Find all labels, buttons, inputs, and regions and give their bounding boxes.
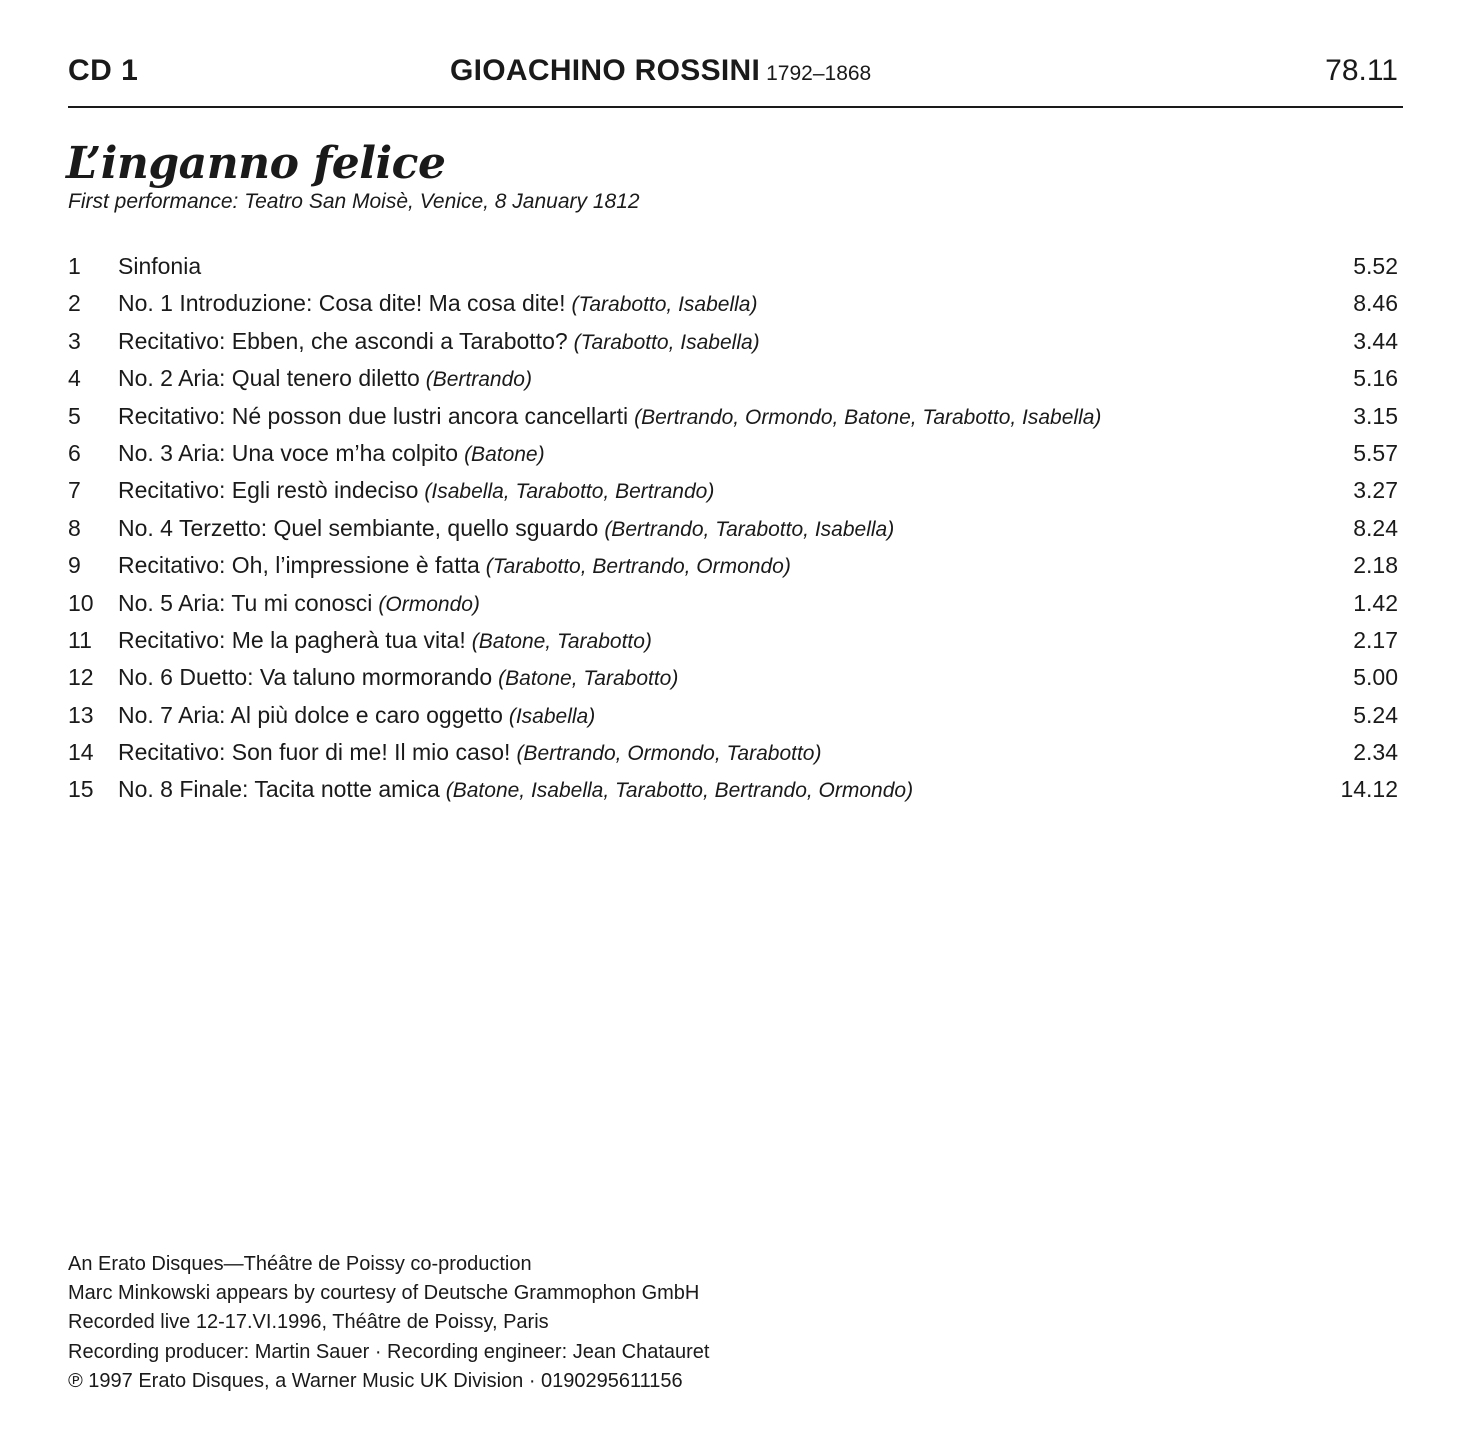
track-title-text: No. 3 Aria: Una voce m’ha colpito [118,439,459,466]
track-number: 15 [68,776,94,803]
credits-list [68,1250,709,1396]
cd-label: CD 1 [68,54,139,87]
track-title [118,398,1101,436]
track-row [68,771,1398,808]
track-title-text: No. 8 Finale: Tacita notte amica [118,776,440,803]
track-title-text: No. 5 Aria: Tu mi conosci [118,589,373,616]
track-number: 8 [68,514,81,541]
track-performers: (Isabella, Tarabotto, Bertrando) [424,480,715,504]
track-duration: 14.12 [1340,776,1398,803]
track-row [68,585,1398,622]
track-performers: (Isabella) [508,704,596,728]
track-list [68,248,1398,809]
track-duration: 1.42 [1353,589,1398,616]
track-title [118,659,678,697]
track-title-text: Recitativo: Oh, l’impressione è fatta [118,552,480,579]
track-duration: 5.57 [1353,439,1398,466]
track-row [68,547,1398,584]
track-performers: (Tarabotto, Bertrando, Ormondo) [485,555,791,579]
track-title-text: Recitativo: Ebben, che ascondi a Tarabotto? [118,327,568,354]
track-number: 2 [68,290,81,317]
credit-line: Marc Minkowski appears by courtesy of Deutsche Grammophon GmbH [68,1282,700,1305]
track-duration: 3.27 [1353,477,1398,504]
track-title-text: No. 6 Duetto: Va taluno mormorando [118,664,493,691]
track-duration: 8.46 [1353,290,1398,317]
track-number: 11 [68,626,92,653]
track-row [68,472,1398,509]
composer-block [450,54,871,88]
track-title-text: No. 2 Aria: Qual tenero diletto [118,365,420,392]
track-title-text: Recitativo: Son fuor di me! Il mio caso! [118,739,511,766]
premiere-info: First performance: Teatro San Moisè, Venice, 8 January 1812 [68,190,640,213]
track-title [118,323,760,361]
track-title [118,771,913,809]
track-title-text: No. 1 Introduzione: Cosa dite! Ma cosa dite! [118,290,566,317]
track-performers: (Tarabotto, Isabella) [571,293,758,317]
track-title [118,585,480,623]
track-title [118,697,595,735]
track-number: 10 [68,589,94,616]
composer-name: GIOACHINO ROSSINI [450,54,761,87]
track-number: 7 [68,477,81,504]
track-row [68,398,1398,435]
track-title [118,547,791,585]
track-number: 13 [68,701,94,728]
track-performers: (Bertrando, Tarabotto, Isabella) [604,517,895,541]
track-performers: (Batone) [464,442,545,466]
track-row [68,510,1398,547]
track-row [68,360,1398,397]
header-divider [68,106,1403,108]
track-row [68,285,1398,322]
track-number: 3 [68,327,81,354]
track-title [118,360,532,398]
track-title-text: Recitativo: Me la pagherà tua vita! [118,626,466,653]
track-number: 1 [68,253,81,279]
track-performers: (Batone, Tarabotto) [498,667,679,691]
track-duration: 5.52 [1353,253,1398,279]
credit-line: Recorded live 12-17.VI.1996, Théâtre de Poissy, Paris [68,1311,549,1334]
track-row [68,622,1398,659]
track-title-text: Recitativo: Egli restò indeciso [118,477,419,504]
track-row [68,659,1398,696]
track-number: 14 [68,739,94,766]
track-title [118,285,757,323]
track-title-text: Sinfonia [118,253,202,279]
credit-line: An Erato Disques—Théâtre de Poissy co-production [68,1253,532,1275]
track-row [68,734,1398,771]
track-duration: 3.15 [1353,402,1398,429]
track-performers: (Bertrando, Ormondo, Tarabotto) [516,742,822,766]
track-performers: (Ormondo) [378,592,480,616]
track-number: 4 [68,365,81,392]
track-number: 9 [68,552,81,579]
credit-line: Recording producer: Martin Sauer · Recording engineer: Jean Chatauret [68,1340,710,1363]
track-title [118,734,821,772]
track-row [68,323,1398,360]
track-number: 12 [68,664,94,691]
track-performers: (Tarabotto, Isabella) [573,330,760,354]
track-duration: 2.34 [1353,739,1398,766]
track-title [118,472,714,510]
track-duration: 2.18 [1353,552,1398,579]
track-number: 5 [68,402,81,429]
track-number: 6 [68,439,81,466]
track-performers: (Bertrando) [425,368,532,392]
page-header [68,50,1402,94]
track-duration: 5.00 [1353,664,1398,691]
track-title-text: No. 4 Terzetto: Quel sembiante, quello sguardo [118,514,599,541]
track-title-text: Recitativo: Né posson due lustri ancora cancellarti [118,402,629,429]
track-duration: 5.16 [1353,365,1398,392]
track-row [68,248,1398,285]
track-row [68,697,1398,734]
track-performers: (Batone, Isabella, Tarabotto, Bertrando, Ormondo) [445,779,914,803]
track-duration: 2.17 [1353,626,1398,653]
composer-dates: 1792–1868 [766,62,872,85]
track-title [118,435,545,473]
track-title-text: No. 7 Aria: Al più dolce e caro oggetto [118,701,503,728]
credit-line: ℗ 1997 Erato Disques, a Warner Music UK Division · 0190295611156 [68,1369,683,1392]
track-row [68,435,1398,472]
track-performers: (Batone, Tarabotto) [471,629,652,653]
track-duration: 8.24 [1353,514,1398,541]
work-title: L’inganno felice [66,138,446,189]
track-title [118,510,894,548]
track-title [118,248,201,285]
track-duration: 3.44 [1353,327,1398,354]
track-title [118,622,652,660]
total-duration: 78.11 [1325,54,1398,87]
track-performers: (Bertrando, Ormondo, Batone, Tarabotto, Isabella) [634,405,1102,429]
track-duration: 5.24 [1353,701,1398,728]
